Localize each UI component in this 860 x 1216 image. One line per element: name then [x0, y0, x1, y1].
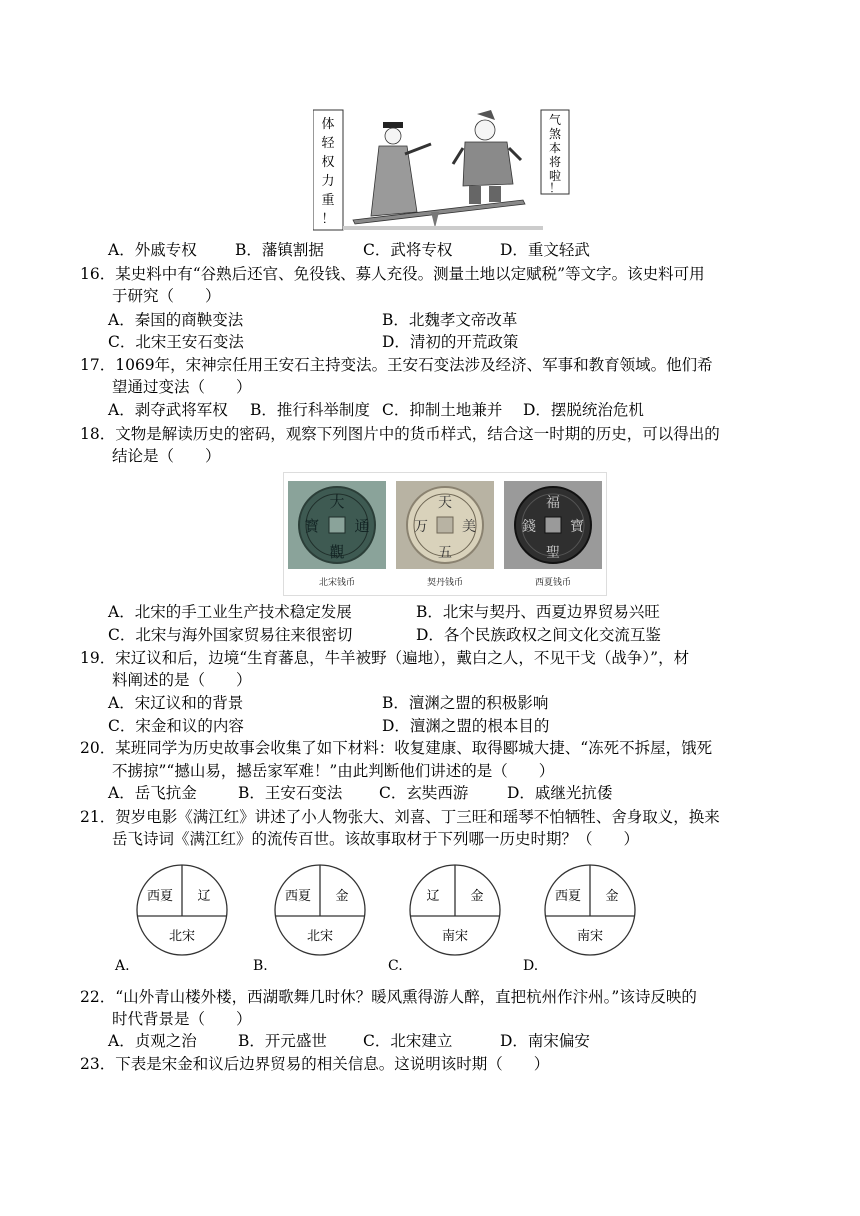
q21-stem: 21．贺岁电影《满江红》讲述了小人物张大、刘喜、丁三旺和瑶琴不怕牺牲、舍身取义，换来 [80, 808, 720, 826]
q15-option-a[interactable]: A．外戚专权 [108, 241, 197, 259]
svg-text:觀: 觀 [329, 543, 345, 561]
q17-stem-cont: 望通过变法（ ） [112, 378, 252, 396]
q22-stem-cont: 时代背景是（ ） [112, 1010, 252, 1028]
q18-option-b[interactable]: B．北宋与契丹、西夏边界贸易兴旺 [416, 603, 660, 621]
q15-option-c[interactable]: C．武将专权 [363, 241, 453, 259]
svg-text:力: 力 [321, 174, 335, 189]
svg-text:万: 万 [414, 519, 428, 535]
q17-option-d[interactable]: D．摆脱统治危机 [523, 401, 644, 419]
q18-option-d[interactable]: D．各个民族政权之间文化交流互鉴 [416, 626, 661, 644]
q19-option-b[interactable]: B．澶渊之盟的积极影响 [382, 694, 549, 712]
circle-region-bottom: 北宋 [306, 929, 334, 944]
q16-option-d[interactable]: D．清初的开荒政策 [382, 333, 519, 351]
svg-text:将: 将 [548, 155, 562, 169]
q20-option-a[interactable]: A．岳飞抗金 [108, 784, 197, 802]
circle-region-top-left: 西夏 [284, 889, 312, 904]
q19-option-c[interactable]: C．宋金和议的内容 [108, 717, 244, 735]
q21-stem-cont: 岳飞诗词《满江红》的流传百世。该故事取材于下列哪一历史时期？（ ） [112, 830, 640, 848]
q16-option-c[interactable]: C．北宋王安石变法 [108, 333, 244, 351]
svg-text:本: 本 [548, 141, 562, 155]
svg-text:寶: 寶 [570, 519, 584, 535]
q16-option-a[interactable]: A．秦国的商鞅变法 [108, 311, 244, 329]
q17-option-a[interactable]: A．剥夺武将军权 [108, 401, 228, 419]
circle-region-top-right: 金 [470, 889, 484, 904]
q16-stem-cont: 于研究（ ） [112, 287, 221, 305]
svg-text:权: 权 [321, 155, 335, 170]
coin-caption-3: 西夏钱币 [534, 578, 572, 588]
circle-region-top-left: 西夏 [554, 889, 582, 904]
svg-text:！: ！ [548, 181, 562, 195]
svg-text:气: 气 [548, 113, 562, 127]
circle-option-letter: C. [388, 958, 403, 974]
q19-stem-cont: 料阐述的是（ ） [112, 671, 252, 689]
svg-text:啦: 啦 [548, 169, 562, 183]
circle-region-bottom: 南宋 [576, 929, 604, 944]
circle-option-letter: A. [115, 958, 130, 974]
svg-text:天: 天 [438, 495, 452, 511]
q20-option-d[interactable]: D．戚继光抗倭 [507, 784, 613, 802]
svg-text:寳: 寳 [304, 517, 320, 535]
q20-option-b[interactable]: B．王安石变法 [238, 784, 343, 802]
q17-stem: 17．1069年，宋神宗任用王安石主持变法。王安石变法涉及经济、军事和教育领域。他们希 [80, 356, 713, 374]
q19-stem: 19．宋辽议和后，边境“生育蕃息，牛羊被野（遍地），戴白之人，不见干戈（战争）”，材 [80, 649, 690, 667]
q23-stem: 23．下表是宋金和议后边界贸易的相关信息。这说明该时期（ ） [80, 1055, 550, 1073]
scholar-figure [371, 122, 431, 216]
q18-coin-images [283, 472, 607, 596]
coin-northern-song [288, 481, 386, 569]
q15-option-b[interactable]: B．藩镇割据 [235, 241, 324, 259]
circle-region-top-right: 金 [605, 889, 619, 904]
q17-option-b[interactable]: B．推行科举制度 [250, 401, 370, 419]
circle-option-a[interactable] [114, 865, 227, 974]
svg-text:五: 五 [438, 545, 452, 561]
q20-stem: 20．某班同学为历史故事会收集了如下材料：收复建康、取得郾城大捷、“冻死不拆屋，饿死 [80, 739, 713, 757]
q22-option-a[interactable]: A．贞观之治 [108, 1032, 197, 1050]
q18-option-a[interactable]: A．北宋的手工业生产技术稳定发展 [108, 603, 352, 621]
circle-region-top-left: 西夏 [146, 889, 174, 904]
coin-western-xia [504, 481, 602, 569]
circle-option-letter: B. [253, 958, 268, 974]
circle-option-c[interactable] [388, 865, 500, 974]
circle-option-d[interactable] [523, 865, 635, 974]
q17-option-c[interactable]: C．抑制土地兼并 [382, 401, 503, 419]
coin-caption-1: 北宋钱币 [318, 578, 356, 588]
svg-text:通: 通 [354, 517, 370, 535]
circle-option-b[interactable] [253, 865, 365, 974]
q18-option-c[interactable]: C．北宋与海外国家贸易往来很密切 [108, 626, 353, 644]
q16-option-b[interactable]: B．北魏孝文帝改革 [382, 311, 518, 329]
q18-stem: 18．文物是解读历史的密码，观察下列图片中的货币样式，结合这一时期的历史，可以得出的 [80, 425, 720, 443]
coin-caption-2: 契丹钱币 [426, 578, 464, 588]
q18-stem-cont: 结论是（ ） [112, 447, 221, 465]
q15-cartoon [313, 108, 571, 232]
svg-text:煞: 煞 [548, 127, 562, 141]
q15-option-d[interactable]: D．重文轻武 [500, 241, 590, 259]
coin-khitan [396, 481, 494, 569]
q22-option-c[interactable]: C．北宋建立 [363, 1032, 453, 1050]
q22-option-d[interactable]: D．南宋偏安 [500, 1032, 590, 1050]
svg-text:重: 重 [321, 193, 335, 208]
q20-stem-cont: 不掳掠”“撼山易，撼岳家军难！”由此判断他们讲述的是（ ） [112, 762, 555, 780]
q19-option-d[interactable]: D．澶渊之盟的根本目的 [382, 717, 550, 735]
svg-text:聖: 聖 [546, 545, 560, 561]
circle-region-top-right: 金 [335, 889, 349, 904]
bubble-right-text [549, 112, 561, 195]
q22-stem: 22．“山外青山楼外楼，西湖歌舞几时休？暖风熏得游人醉，直把杭州作汴州。”该诗反映的 [80, 988, 697, 1006]
svg-text:錢: 錢 [522, 519, 536, 535]
circle-region-top-right: 辽 [197, 889, 211, 904]
svg-text:福: 福 [546, 495, 560, 511]
svg-text:轻: 轻 [321, 136, 335, 151]
circle-region-top-left: 辽 [426, 889, 440, 904]
svg-text:体: 体 [321, 117, 335, 132]
svg-text:大: 大 [329, 493, 345, 511]
q19-option-a[interactable]: A．宋辽议和的背景 [108, 694, 244, 712]
circle-region-bottom: 南宋 [441, 929, 469, 944]
q16-stem: 16．某史料中有“谷熟后还官、免役钱、募人充役。测量土地以定赋税”等文字。该史料可用 [80, 265, 705, 283]
circle-option-letter: D. [523, 958, 539, 974]
q22-option-b[interactable]: B．开元盛世 [238, 1032, 327, 1050]
q21-circle-diagrams [105, 860, 755, 980]
circle-region-bottom: 北宋 [168, 929, 196, 944]
svg-text:美: 美 [462, 519, 476, 535]
general-figure [453, 110, 521, 204]
q20-option-c[interactable]: C．玄奘西游 [379, 784, 469, 802]
svg-text:！: ！ [321, 212, 335, 227]
